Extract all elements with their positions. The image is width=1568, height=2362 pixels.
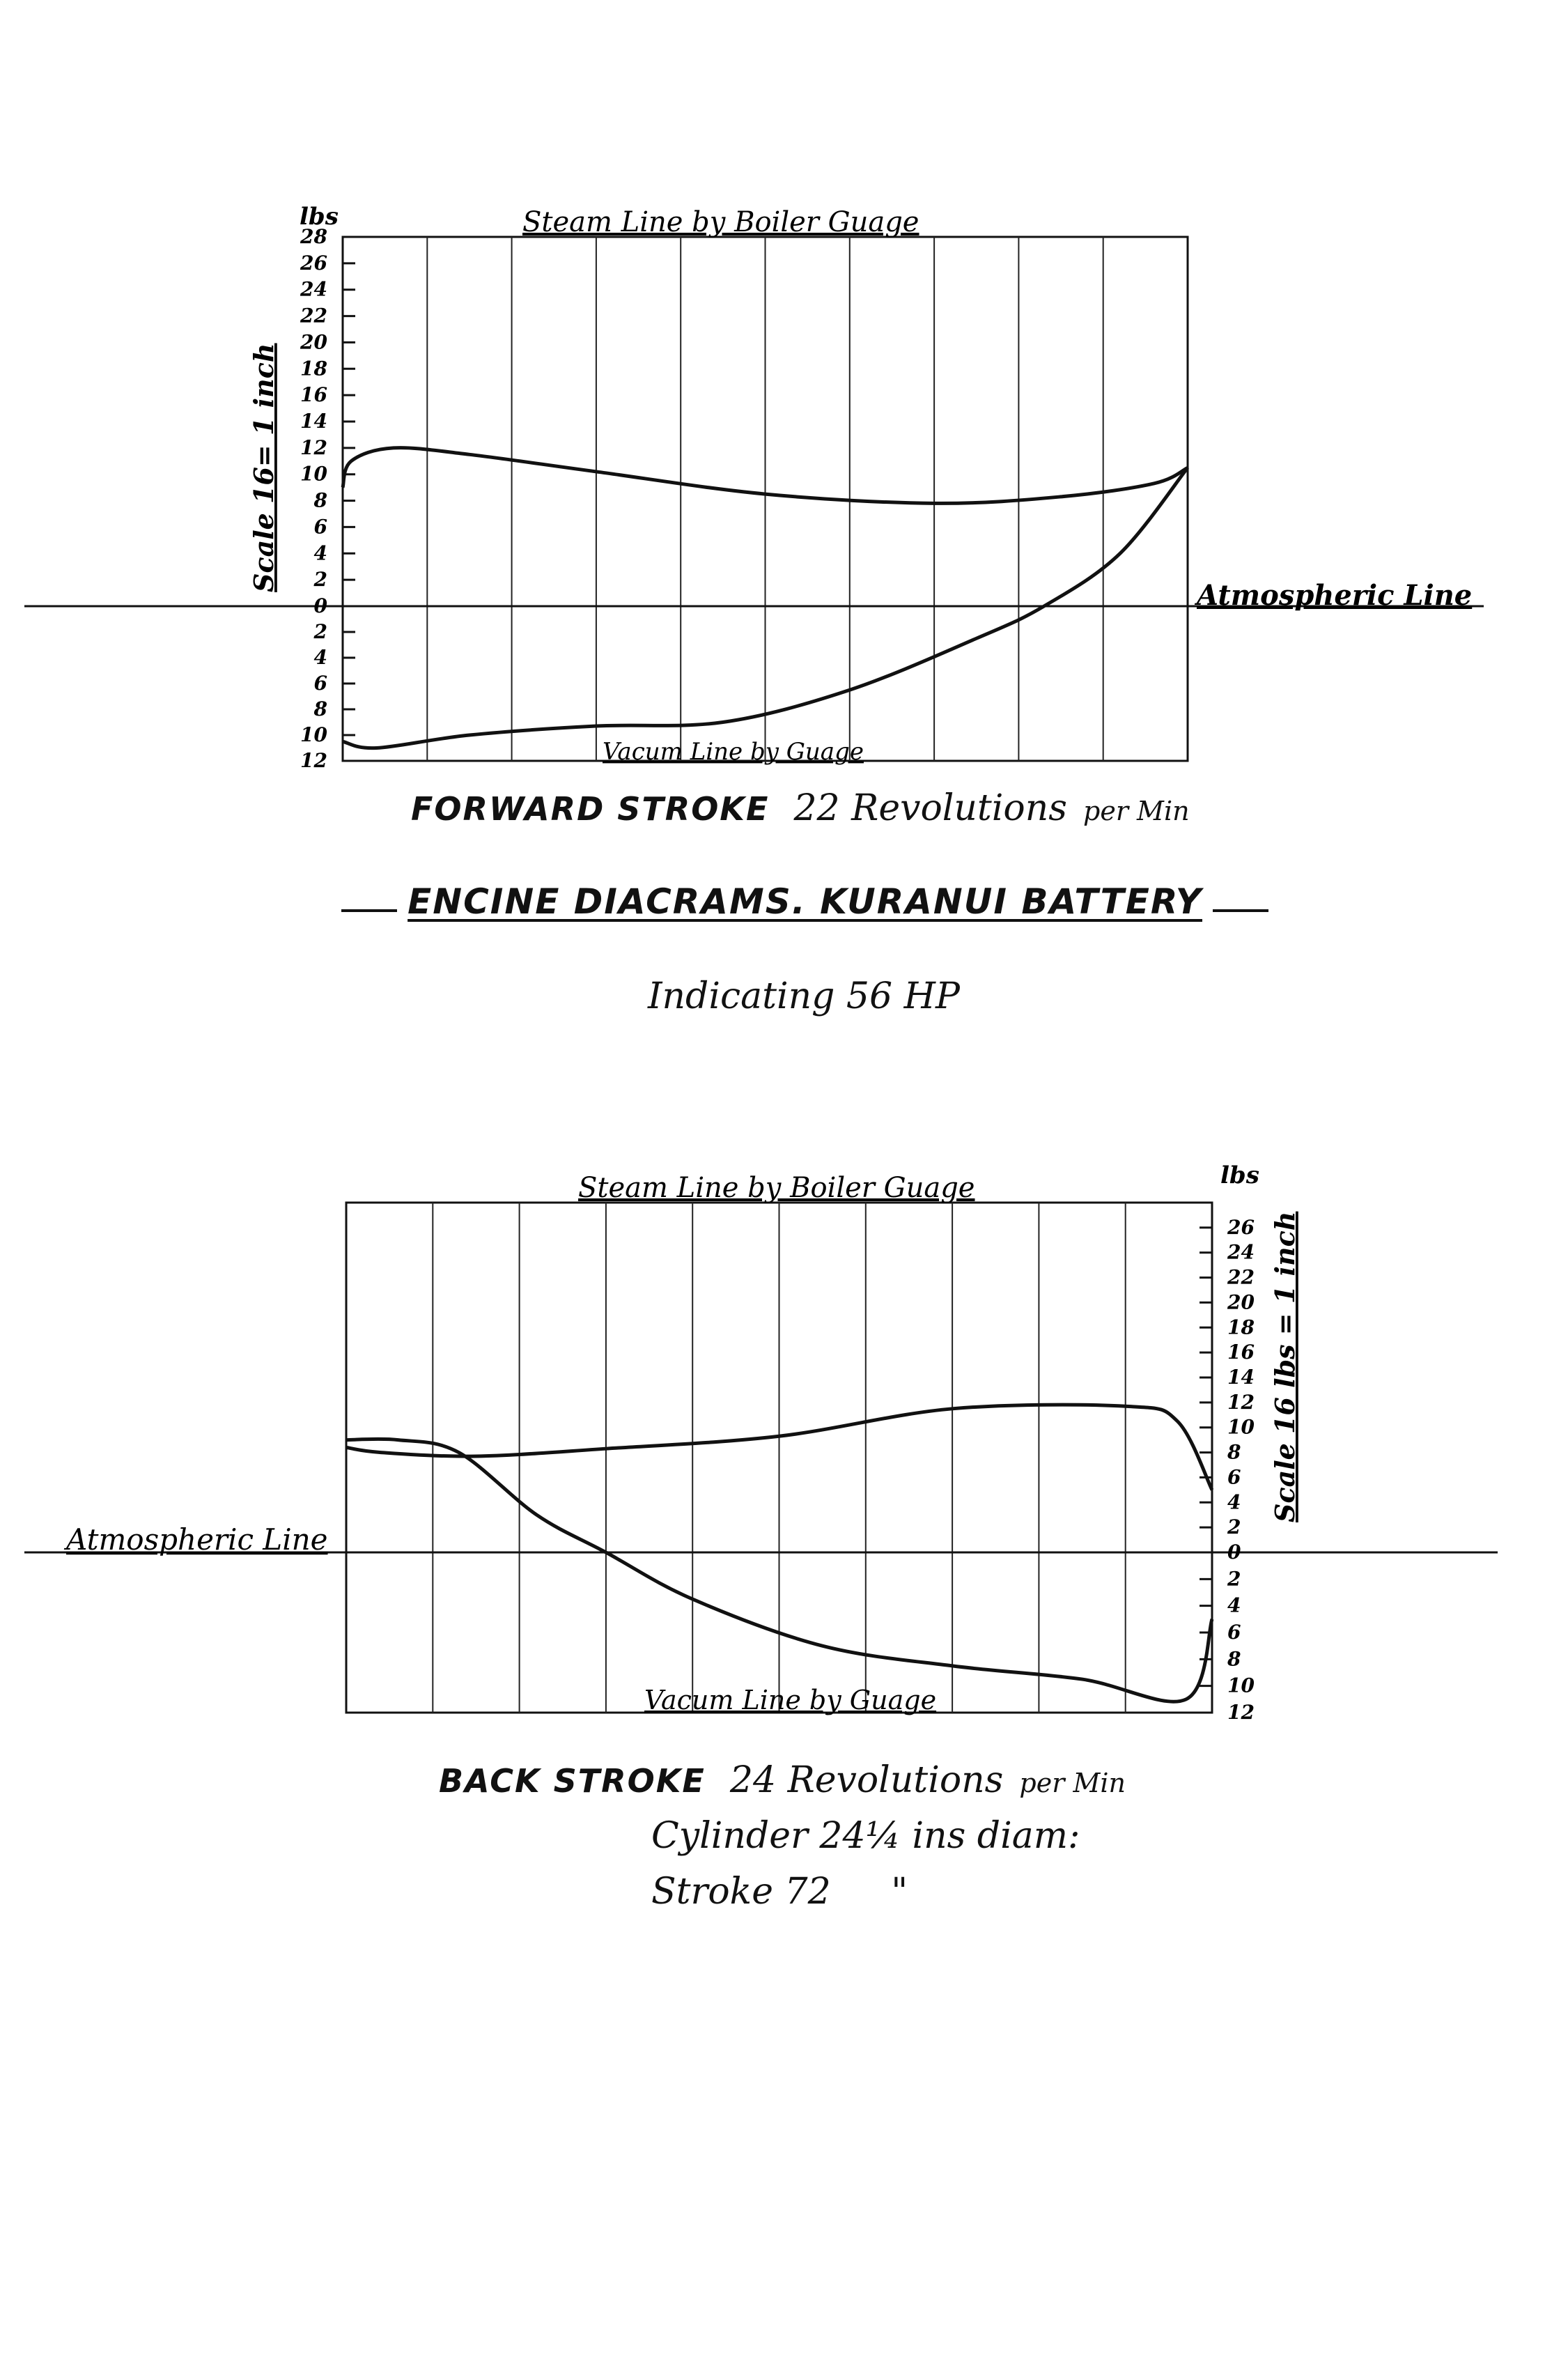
chart2-vacuum-line-label: Vacum Line by Guage [644,1685,937,1715]
y-tick-label: 10 [1227,1674,1255,1697]
back-stroke-label: BACK STROKE [439,1762,706,1800]
y-tick-label: 12 [1227,1701,1255,1724]
y-tick-label: 2 [1227,1567,1241,1591]
y-tick-label: 8 [313,488,327,512]
y-tick-label: 2 [1227,1515,1241,1539]
y-tick-label: 12 [1227,1390,1255,1414]
chart1-atmospheric-label: Atmospheric Line [1197,579,1473,612]
y-tick-label: 14 [1227,1366,1255,1389]
y-tick-label: 18 [1227,1315,1255,1339]
back-stroke-caption [439,1759,1126,1801]
y-tick-label: 8 [1227,1440,1241,1464]
chart1-vacuum-line-label: Vacum Line by Guage [603,738,864,766]
y-tick-label: 4 [1227,1593,1241,1617]
y-tick-label: 0 [313,594,327,617]
main-title-row [334,881,1275,922]
y-tick-label: 10 [1227,1415,1255,1439]
forward-revolutions: 22 Revolutions [793,787,1067,829]
stroke-length-text: Stroke 72 [651,1871,831,1913]
y-tick-label: 22 [300,304,327,327]
y-tick-label: 24 [300,277,327,301]
back-per-min: per Min [1019,1768,1126,1798]
chart2-gridlines [433,1203,1125,1713]
forward-stroke-caption [411,787,1190,829]
chart2-scale-label: Scale 16 lbs = 1 inch [1269,1211,1301,1522]
title-right-dash [1213,909,1268,912]
indicating-hp: Indicating 56 HP [648,975,960,1017]
forward-per-min: per Min [1083,796,1190,826]
title-left-dash [341,909,397,912]
y-tick-label: 10 [300,462,327,486]
back-revolutions: 24 Revolutions [729,1759,1004,1801]
y-tick-label: 16 [1227,1341,1255,1364]
chart2-unit-label: lbs [1220,1161,1259,1189]
stroke-length [651,1871,908,1913]
y-tick-label: 16 [300,383,327,407]
y-tick-label: 6 [1227,1621,1241,1644]
y-tick-label: 4 [313,646,327,669]
y-tick-label: 8 [313,697,327,720]
y-tick-label: 26 [300,251,327,275]
y-tick-label: 8 [1227,1647,1241,1671]
y-tick-label: 6 [1227,1465,1241,1489]
y-tick-label: 18 [300,357,327,380]
stroke-ditto: " [891,1871,908,1913]
y-tick-label: 12 [300,435,327,459]
chart1-steam-line-label: Steam Line by Boiler Guage [522,206,919,238]
page-title: ENCINE DIACRAMS. KURANUI BATTERY [407,881,1202,922]
forward-stroke-chart [0,0,1568,787]
y-tick-label: 26 [1227,1215,1255,1239]
chart2-atmospheric-label: Atmospheric Line [66,1522,328,1557]
chart1-y-ticks [300,225,355,772]
y-tick-label: 6 [313,672,327,695]
y-tick-label: 28 [300,225,327,248]
y-tick-label: 2 [313,568,327,592]
y-tick-label: 24 [1227,1240,1255,1264]
y-tick-label: 0 [1227,1541,1241,1564]
y-tick-label: 2 [313,620,327,643]
y-tick-label: 20 [300,330,327,354]
cylinder-diameter: Cylinder 24¼ ins diam: [651,1815,1080,1857]
chart1-gridlines [427,237,1103,761]
chart2-steam-line-label: Steam Line by Boiler Guage [578,1172,975,1204]
y-tick-label: 12 [300,749,327,772]
y-tick-label: 6 [313,515,327,539]
y-tick-label: 4 [313,541,327,565]
y-tick-label: 22 [1227,1265,1255,1289]
chart1-unit-label: lbs [300,203,339,231]
back-stroke-chart [0,1143,1568,1756]
forward-stroke-label: FORWARD STROKE [411,790,770,828]
y-tick-label: 10 [300,723,327,746]
y-tick-label: 14 [300,410,327,433]
y-tick-label: 4 [1227,1490,1241,1514]
chart1-scale-label: Scale 16= 1 inch [248,343,279,592]
y-tick-label: 20 [1227,1290,1255,1314]
